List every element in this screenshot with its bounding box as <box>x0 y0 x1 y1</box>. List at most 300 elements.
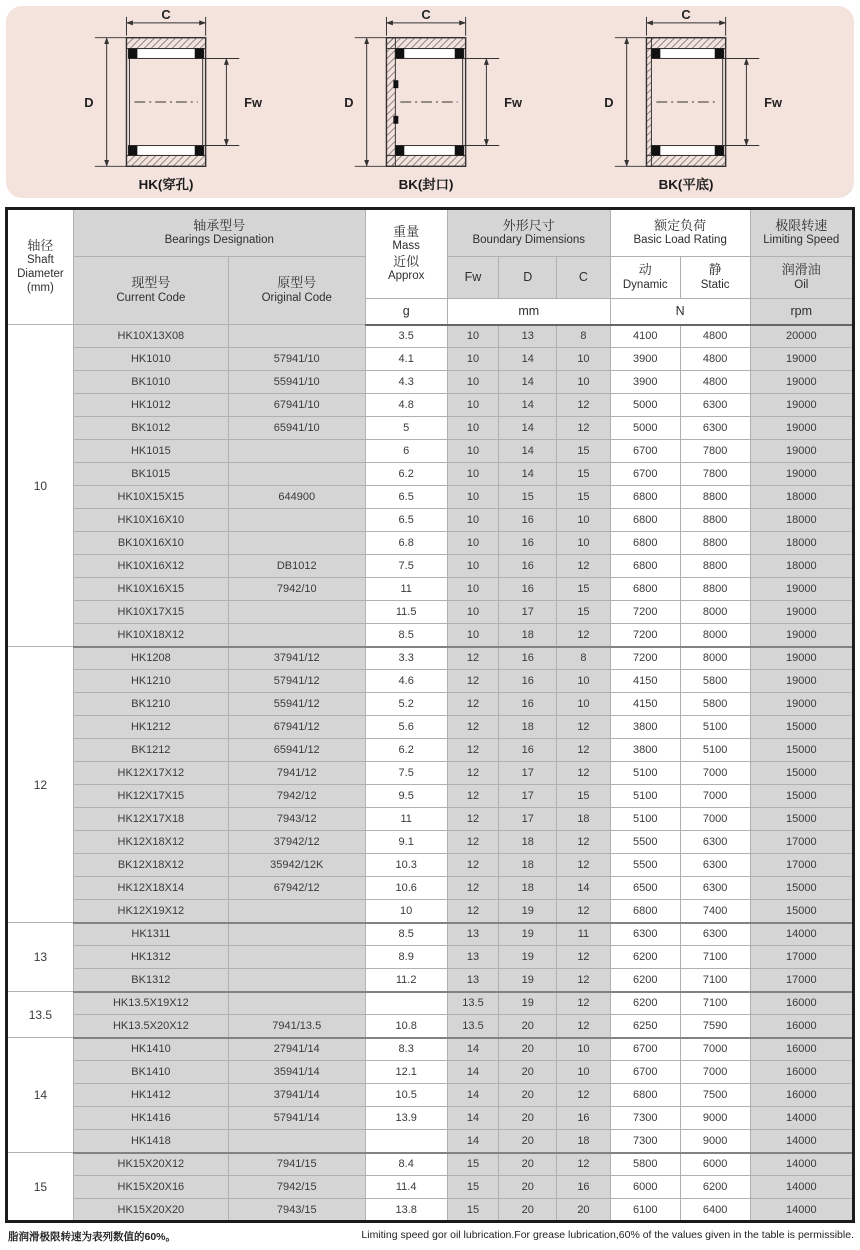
d-cell: 20 <box>499 1084 557 1107</box>
header-d: D <box>499 257 557 299</box>
fw-cell: 10 <box>447 486 499 509</box>
oil-speed-cell: 19000 <box>750 693 853 716</box>
mass-cell: 5.6 <box>365 716 447 739</box>
c-cell: 12 <box>557 900 611 923</box>
fw-cell: 10 <box>447 325 499 348</box>
c-cell: 12 <box>557 946 611 969</box>
current-code-cell: HK12X18X12 <box>73 831 228 854</box>
original-code-cell <box>228 532 365 555</box>
original-code-cell: 57941/12 <box>228 670 365 693</box>
oil-speed-cell: 18000 <box>750 486 853 509</box>
static-load-cell: 6400 <box>680 1199 750 1222</box>
header-c: C <box>557 257 611 299</box>
d-cell: 17 <box>499 785 557 808</box>
c-cell: 15 <box>557 440 611 463</box>
d-cell: 16 <box>499 647 557 670</box>
oil-speed-cell: 14000 <box>750 1199 853 1222</box>
c-cell: 12 <box>557 762 611 785</box>
current-code-cell: HK15X20X20 <box>73 1199 228 1222</box>
current-code-cell: BK12X18X12 <box>73 854 228 877</box>
current-code-cell: BK1312 <box>73 969 228 992</box>
oil-speed-cell: 15000 <box>750 877 853 900</box>
fw-cell: 10 <box>447 578 499 601</box>
mass-cell: 4.8 <box>365 394 447 417</box>
table-row <box>7 877 854 900</box>
dim-label-c: C <box>161 8 171 22</box>
mass-cell: 6.2 <box>365 463 447 486</box>
static-load-cell: 7800 <box>680 440 750 463</box>
table-row <box>7 670 854 693</box>
oil-speed-cell: 14000 <box>750 1130 853 1153</box>
original-code-cell <box>228 900 365 923</box>
d-cell: 18 <box>499 831 557 854</box>
d-cell: 20 <box>499 1038 557 1061</box>
static-load-cell: 6300 <box>680 417 750 440</box>
table-row <box>7 1084 854 1107</box>
diagram-caption: BK(平底) <box>658 177 714 193</box>
d-cell: 14 <box>499 371 557 394</box>
dynamic-load-cell: 6800 <box>610 555 680 578</box>
dynamic-load-cell: 4150 <box>610 670 680 693</box>
original-code-cell <box>228 969 365 992</box>
oil-speed-cell: 15000 <box>750 900 853 923</box>
unit-grams: g <box>365 299 447 325</box>
c-cell: 10 <box>557 532 611 555</box>
table-row <box>7 371 854 394</box>
header-shaft-diameter: 轴径 Shaft Diameter (mm) <box>7 209 74 325</box>
mass-cell: 4.3 <box>365 371 447 394</box>
shaft-diameter-cell: 13.5 <box>7 992 74 1038</box>
oil-speed-cell: 14000 <box>750 1107 853 1130</box>
mass-cell: 9.1 <box>365 831 447 854</box>
dim-label-c: C <box>421 8 431 22</box>
table-row <box>7 946 854 969</box>
table-row <box>7 762 854 785</box>
table-row <box>7 463 854 486</box>
current-code-cell: HK10X13X08 <box>73 325 228 348</box>
d-cell: 16 <box>499 555 557 578</box>
fw-cell: 15 <box>447 1153 499 1176</box>
original-code-cell: 7941/13.5 <box>228 1015 365 1038</box>
static-load-cell: 6200 <box>680 1176 750 1199</box>
mass-cell: 6.2 <box>365 739 447 762</box>
diagram-caption: BK(封口) <box>398 177 454 193</box>
current-code-cell: HK1311 <box>73 923 228 946</box>
current-code-cell: HK15X20X16 <box>73 1176 228 1199</box>
table-row <box>7 1107 854 1130</box>
mass-cell: 12.1 <box>365 1061 447 1084</box>
fw-cell: 12 <box>447 739 499 762</box>
dynamic-load-cell: 6800 <box>610 1084 680 1107</box>
dynamic-load-cell: 7200 <box>610 647 680 670</box>
c-cell: 8 <box>557 647 611 670</box>
fw-cell: 13.5 <box>447 992 499 1015</box>
dynamic-load-cell: 4150 <box>610 693 680 716</box>
d-cell: 18 <box>499 716 557 739</box>
static-load-cell: 6000 <box>680 1153 750 1176</box>
dynamic-load-cell: 5500 <box>610 854 680 877</box>
table-row <box>7 440 854 463</box>
fw-cell: 12 <box>447 785 499 808</box>
dynamic-load-cell: 3900 <box>610 348 680 371</box>
footnote-english: Limiting speed gor oil lubrication.For grease lubrication,60% of the values given in the table is permissible. <box>361 1229 854 1241</box>
oil-speed-cell: 16000 <box>750 1061 853 1084</box>
oil-speed-cell: 19000 <box>750 348 853 371</box>
oil-speed-cell: 19000 <box>750 417 853 440</box>
fw-cell: 12 <box>447 854 499 877</box>
dynamic-load-cell: 3800 <box>610 716 680 739</box>
mass-cell: 8.9 <box>365 946 447 969</box>
original-code-cell: 65941/10 <box>228 417 365 440</box>
table-row <box>7 1015 854 1038</box>
static-load-cell: 8800 <box>680 509 750 532</box>
original-code-cell: 7942/10 <box>228 578 365 601</box>
current-code-cell: HK10X16X10 <box>73 509 228 532</box>
table-row <box>7 417 854 440</box>
current-code-cell: HK12X17X18 <box>73 808 228 831</box>
d-cell: 16 <box>499 693 557 716</box>
c-cell: 12 <box>557 555 611 578</box>
c-cell: 16 <box>557 1176 611 1199</box>
c-cell: 14 <box>557 877 611 900</box>
c-cell: 20 <box>557 1199 611 1222</box>
dynamic-load-cell: 3900 <box>610 371 680 394</box>
c-cell: 12 <box>557 624 611 647</box>
d-cell: 20 <box>499 1107 557 1130</box>
c-cell: 12 <box>557 831 611 854</box>
table-row <box>7 739 854 762</box>
dynamic-load-cell: 7200 <box>610 601 680 624</box>
d-cell: 19 <box>499 946 557 969</box>
current-code-cell: HK1015 <box>73 440 228 463</box>
original-code-cell: 67941/12 <box>228 716 365 739</box>
table-row <box>7 624 854 647</box>
current-code-cell: HK10X16X12 <box>73 555 228 578</box>
static-load-cell: 4800 <box>680 348 750 371</box>
fw-cell: 12 <box>447 670 499 693</box>
static-load-cell: 7000 <box>680 1038 750 1061</box>
oil-speed-cell: 15000 <box>750 739 853 762</box>
static-load-cell: 7000 <box>680 762 750 785</box>
current-code-cell: HK10X15X15 <box>73 486 228 509</box>
fw-cell: 12 <box>447 716 499 739</box>
fw-cell: 12 <box>447 900 499 923</box>
dynamic-load-cell: 6500 <box>610 877 680 900</box>
current-code-cell: HK1210 <box>73 670 228 693</box>
d-cell: 16 <box>499 509 557 532</box>
original-code-cell: DB1012 <box>228 555 365 578</box>
oil-speed-cell: 15000 <box>750 762 853 785</box>
dynamic-load-cell: 6800 <box>610 578 680 601</box>
current-code-cell: HK12X19X12 <box>73 900 228 923</box>
table-row <box>7 1130 854 1153</box>
mass-cell: 10.5 <box>365 1084 447 1107</box>
oil-speed-cell: 19000 <box>750 371 853 394</box>
original-code-cell <box>228 509 365 532</box>
mass-cell: 3.5 <box>365 325 447 348</box>
d-cell: 19 <box>499 992 557 1015</box>
fw-cell: 10 <box>447 463 499 486</box>
oil-speed-cell: 15000 <box>750 808 853 831</box>
oil-speed-cell: 14000 <box>750 1176 853 1199</box>
original-code-cell: 55941/12 <box>228 693 365 716</box>
c-cell: 10 <box>557 348 611 371</box>
dim-label-d: D <box>344 94 354 110</box>
d-cell: 14 <box>499 463 557 486</box>
table-row <box>7 785 854 808</box>
current-code-cell: HK1208 <box>73 647 228 670</box>
current-code-cell: BK1010 <box>73 371 228 394</box>
static-load-cell: 8800 <box>680 532 750 555</box>
original-code-cell: 27941/14 <box>228 1038 365 1061</box>
fw-cell: 10 <box>447 509 499 532</box>
d-cell: 20 <box>499 1061 557 1084</box>
original-code-cell: 7943/12 <box>228 808 365 831</box>
static-load-cell: 7400 <box>680 900 750 923</box>
static-load-cell: 8000 <box>680 624 750 647</box>
original-code-cell: 57941/10 <box>228 348 365 371</box>
original-code-cell: 7943/15 <box>228 1199 365 1222</box>
original-code-cell: 7941/15 <box>228 1153 365 1176</box>
static-load-cell: 7000 <box>680 808 750 831</box>
current-code-cell: HK13.5X20X12 <box>73 1015 228 1038</box>
fw-cell: 14 <box>447 1130 499 1153</box>
original-code-cell <box>228 923 365 946</box>
dynamic-load-cell: 6300 <box>610 923 680 946</box>
static-load-cell: 5100 <box>680 716 750 739</box>
d-cell: 20 <box>499 1015 557 1038</box>
bearing-diagram-bk-closed <box>324 8 536 196</box>
d-cell: 14 <box>499 348 557 371</box>
d-cell: 14 <box>499 440 557 463</box>
oil-speed-cell: 19000 <box>750 601 853 624</box>
table-row <box>7 532 854 555</box>
table-row <box>7 923 854 946</box>
static-load-cell: 7800 <box>680 463 750 486</box>
oil-speed-cell: 15000 <box>750 716 853 739</box>
shaft-diameter-cell: 10 <box>7 325 74 647</box>
dynamic-load-cell: 6100 <box>610 1199 680 1222</box>
original-code-cell <box>228 601 365 624</box>
d-cell: 20 <box>499 1130 557 1153</box>
d-cell: 20 <box>499 1199 557 1222</box>
current-code-cell: BK1410 <box>73 1061 228 1084</box>
fw-cell: 13 <box>447 923 499 946</box>
fw-cell: 14 <box>447 1061 499 1084</box>
footnote-chinese: 脂润滑极限转速为表列数值的60%。 <box>8 1231 177 1243</box>
c-cell: 10 <box>557 509 611 532</box>
static-load-cell: 9000 <box>680 1107 750 1130</box>
table-row <box>7 1176 854 1199</box>
original-code-cell: 37942/12 <box>228 831 365 854</box>
static-load-cell: 4800 <box>680 325 750 348</box>
mass-cell: 11 <box>365 578 447 601</box>
fw-cell: 13.5 <box>447 1015 499 1038</box>
static-load-cell: 7000 <box>680 785 750 808</box>
static-load-cell: 6300 <box>680 854 750 877</box>
dynamic-load-cell: 3800 <box>610 739 680 762</box>
table-row <box>7 1153 854 1176</box>
table-row <box>7 325 854 348</box>
original-code-cell: 67941/10 <box>228 394 365 417</box>
dynamic-load-cell: 5000 <box>610 394 680 417</box>
current-code-cell: HK13.5X19X12 <box>73 992 228 1015</box>
dynamic-load-cell: 5000 <box>610 417 680 440</box>
mass-cell: 5.2 <box>365 693 447 716</box>
d-cell: 14 <box>499 417 557 440</box>
static-load-cell: 6300 <box>680 394 750 417</box>
mass-cell: 6.5 <box>365 486 447 509</box>
mass-cell: 7.5 <box>365 762 447 785</box>
dim-label-d: D <box>84 94 94 110</box>
dynamic-load-cell: 5100 <box>610 762 680 785</box>
fw-cell: 14 <box>447 1038 499 1061</box>
bearings-table <box>5 207 855 1223</box>
dynamic-load-cell: 6200 <box>610 992 680 1015</box>
original-code-cell <box>228 1130 365 1153</box>
d-cell: 16 <box>499 532 557 555</box>
current-code-cell: HK1410 <box>73 1038 228 1061</box>
mass-cell: 8.4 <box>365 1153 447 1176</box>
oil-speed-cell: 19000 <box>750 440 853 463</box>
original-code-cell: 644900 <box>228 486 365 509</box>
mass-cell: 5 <box>365 417 447 440</box>
dynamic-load-cell: 5100 <box>610 808 680 831</box>
fw-cell: 12 <box>447 877 499 900</box>
c-cell: 12 <box>557 417 611 440</box>
table-row <box>7 601 854 624</box>
c-cell: 10 <box>557 1061 611 1084</box>
mass-cell: 10 <box>365 900 447 923</box>
c-cell: 12 <box>557 992 611 1015</box>
oil-speed-cell: 19000 <box>750 463 853 486</box>
oil-speed-cell: 18000 <box>750 555 853 578</box>
fw-cell: 10 <box>447 417 499 440</box>
original-code-cell: 7942/15 <box>228 1176 365 1199</box>
dynamic-load-cell: 5800 <box>610 1153 680 1176</box>
oil-speed-cell: 18000 <box>750 509 853 532</box>
fw-cell: 14 <box>447 1107 499 1130</box>
dynamic-load-cell: 6700 <box>610 1038 680 1061</box>
c-cell: 18 <box>557 1130 611 1153</box>
header-bearings-designation: 轴承型号 Bearings Designation <box>73 209 365 257</box>
d-cell: 17 <box>499 601 557 624</box>
mass-cell <box>365 992 447 1015</box>
original-code-cell <box>228 624 365 647</box>
dynamic-load-cell: 5100 <box>610 785 680 808</box>
header-mass-approx: 重量 Mass 近似 Approx <box>365 209 447 299</box>
c-cell: 10 <box>557 371 611 394</box>
table-row <box>7 992 854 1015</box>
dynamic-load-cell: 6200 <box>610 969 680 992</box>
c-cell: 16 <box>557 1107 611 1130</box>
oil-speed-cell: 19000 <box>750 624 853 647</box>
mass-cell: 6 <box>365 440 447 463</box>
static-load-cell: 8000 <box>680 647 750 670</box>
static-load-cell: 6300 <box>680 923 750 946</box>
dynamic-load-cell: 6700 <box>610 1061 680 1084</box>
original-code-cell: 7941/12 <box>228 762 365 785</box>
table-row <box>7 348 854 371</box>
dynamic-load-cell: 6200 <box>610 946 680 969</box>
fw-cell: 13 <box>447 969 499 992</box>
oil-speed-cell: 19000 <box>750 578 853 601</box>
d-cell: 20 <box>499 1176 557 1199</box>
current-code-cell: HK1012 <box>73 394 228 417</box>
dim-label-d: D <box>604 94 614 110</box>
fw-cell: 10 <box>447 394 499 417</box>
static-load-cell: 8800 <box>680 578 750 601</box>
shaft-diameter-cell: 15 <box>7 1153 74 1222</box>
fw-cell: 12 <box>447 762 499 785</box>
mass-cell: 6.5 <box>365 509 447 532</box>
d-cell: 16 <box>499 739 557 762</box>
fw-cell: 15 <box>447 1199 499 1222</box>
header-fw: Fw <box>447 257 499 299</box>
mass-cell: 11 <box>365 808 447 831</box>
c-cell: 15 <box>557 578 611 601</box>
c-cell: 15 <box>557 601 611 624</box>
d-cell: 18 <box>499 624 557 647</box>
static-load-cell: 8800 <box>680 486 750 509</box>
mass-cell: 3.3 <box>365 647 447 670</box>
current-code-cell: HK1010 <box>73 348 228 371</box>
current-code-cell: HK15X20X12 <box>73 1153 228 1176</box>
table-row <box>7 854 854 877</box>
oil-speed-cell: 18000 <box>750 532 853 555</box>
dim-label-fw: Fw <box>244 94 263 110</box>
diagram-caption: HK(穿孔) <box>138 177 194 193</box>
mass-cell: 8.5 <box>365 923 447 946</box>
dynamic-load-cell: 7300 <box>610 1130 680 1153</box>
dim-label-fw: Fw <box>504 94 523 110</box>
original-code-cell: 7942/12 <box>228 785 365 808</box>
original-code-cell <box>228 946 365 969</box>
current-code-cell: HK1312 <box>73 946 228 969</box>
static-load-cell: 5800 <box>680 670 750 693</box>
original-code-cell: 55941/10 <box>228 371 365 394</box>
table-row <box>7 555 854 578</box>
c-cell: 12 <box>557 716 611 739</box>
static-load-cell: 7500 <box>680 1084 750 1107</box>
d-cell: 14 <box>499 394 557 417</box>
current-code-cell: BK1015 <box>73 463 228 486</box>
oil-speed-cell: 19000 <box>750 647 853 670</box>
dynamic-load-cell: 7300 <box>610 1107 680 1130</box>
static-load-cell: 7000 <box>680 1061 750 1084</box>
d-cell: 18 <box>499 877 557 900</box>
fw-cell: 14 <box>447 1084 499 1107</box>
header-limiting-speed: 极限转速 Limiting Speed <box>750 209 853 257</box>
header-original-code: 原型号 Original Code <box>228 257 365 325</box>
fw-cell: 10 <box>447 371 499 394</box>
c-cell: 10 <box>557 693 611 716</box>
c-cell: 12 <box>557 394 611 417</box>
current-code-cell: BK1012 <box>73 417 228 440</box>
c-cell: 12 <box>557 1084 611 1107</box>
c-cell: 11 <box>557 923 611 946</box>
original-code-cell: 65941/12 <box>228 739 365 762</box>
fw-cell: 13 <box>447 946 499 969</box>
oil-speed-cell: 17000 <box>750 854 853 877</box>
c-cell: 12 <box>557 739 611 762</box>
current-code-cell: HK1212 <box>73 716 228 739</box>
oil-speed-cell: 17000 <box>750 969 853 992</box>
bearing-diagram-bk-flat <box>584 8 796 196</box>
static-load-cell: 7590 <box>680 1015 750 1038</box>
static-load-cell: 6300 <box>680 877 750 900</box>
dim-label-c: C <box>681 8 691 22</box>
